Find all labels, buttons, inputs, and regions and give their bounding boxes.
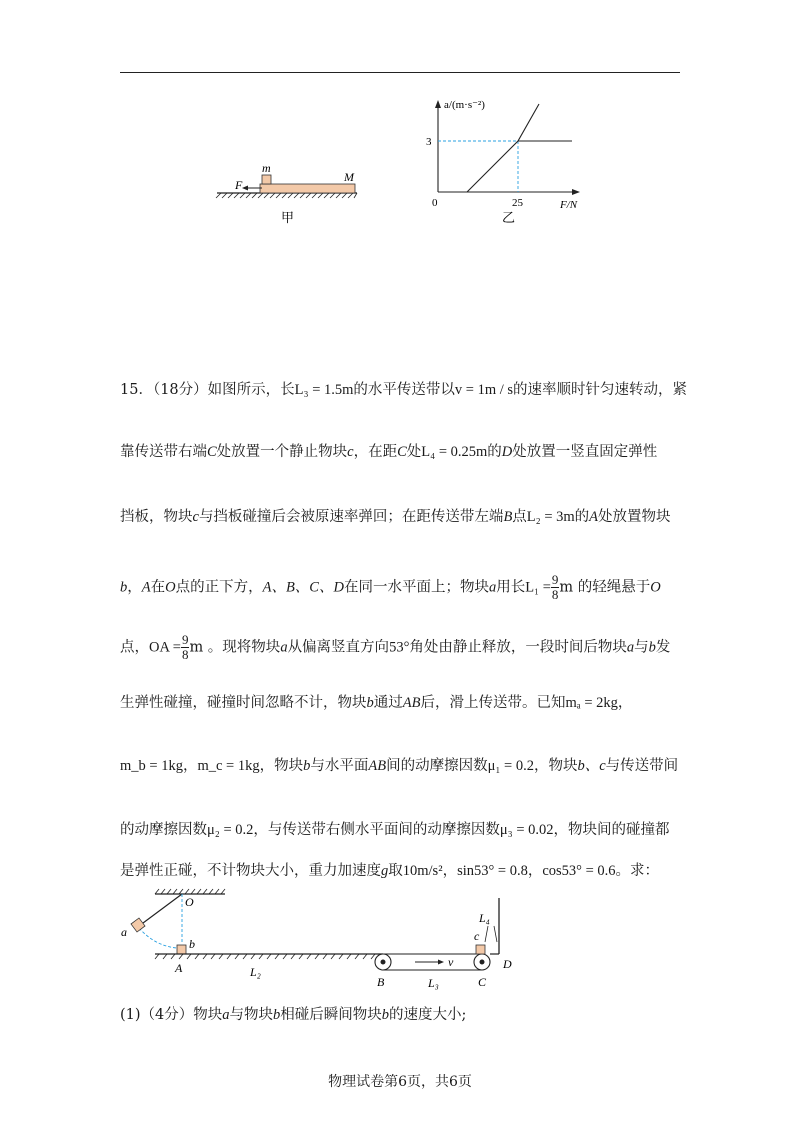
text: 的动摩擦因数 bbox=[120, 822, 207, 838]
math-a: a bbox=[280, 639, 288, 656]
text: 从偏离竖直方向 bbox=[287, 639, 390, 656]
text: 点 bbox=[512, 509, 527, 525]
math-B: B bbox=[503, 509, 513, 525]
math-v: v = 1m / s bbox=[454, 382, 514, 398]
math-angle: 53° bbox=[389, 639, 410, 656]
math-O: O bbox=[165, 579, 176, 596]
frac-num: 9 bbox=[181, 632, 189, 647]
q15-line-1 bbox=[120, 380, 687, 400]
math-C: C bbox=[207, 444, 217, 460]
math-a: a bbox=[488, 579, 497, 596]
math-c: c bbox=[347, 444, 354, 460]
header-rule bbox=[120, 72, 680, 73]
math-sin53: sin53° = 0.8 bbox=[457, 863, 528, 879]
text: (1)（4分）物块 bbox=[120, 1007, 223, 1023]
math-AB: AB bbox=[402, 695, 421, 711]
text: 挡板，物块 bbox=[120, 509, 193, 525]
math-A: A bbox=[589, 509, 599, 525]
text: ，在距 bbox=[353, 444, 398, 460]
q15-line-7 bbox=[120, 756, 678, 776]
text: 处 bbox=[406, 444, 422, 460]
label-c: c bbox=[474, 929, 480, 943]
label-L4: L₄ bbox=[479, 911, 490, 925]
math-g-value: 10m/s² bbox=[402, 863, 443, 879]
text: 与水平面 bbox=[310, 758, 369, 774]
math-b: b bbox=[120, 579, 128, 596]
frac-den: 8 bbox=[181, 647, 189, 662]
text: 的 bbox=[574, 509, 590, 525]
text: 。求： bbox=[615, 863, 660, 879]
text: 与挡板碰撞后会被原速率弹回；在距传送带左端 bbox=[198, 509, 504, 525]
frac-num: 9 bbox=[551, 572, 559, 587]
math-L4: L₄ = 0.25m bbox=[421, 444, 488, 460]
text: ，物块间的碰撞都 bbox=[553, 822, 670, 838]
rope bbox=[139, 894, 182, 926]
text: 生弹性碰撞，碰撞时间忽略不计，物块 bbox=[120, 695, 367, 711]
text: ， bbox=[527, 863, 543, 879]
math-A: A bbox=[141, 579, 151, 596]
text: ， bbox=[182, 758, 198, 774]
math-b: b bbox=[381, 1007, 390, 1023]
q15-line-4 bbox=[120, 573, 661, 602]
y-tick-3: 3 bbox=[426, 136, 432, 148]
text: ，物块 bbox=[533, 758, 578, 774]
x-tick-25: 25 bbox=[512, 197, 523, 209]
text: 的水平传送带以 bbox=[353, 382, 455, 398]
math-OA: OA = bbox=[149, 639, 181, 656]
figure-conveyor bbox=[115, 886, 525, 996]
label-M: M bbox=[344, 170, 354, 184]
text: 与传送带间 bbox=[605, 758, 679, 774]
block-b bbox=[177, 945, 186, 954]
text: 用长 bbox=[496, 579, 526, 596]
label-b: b bbox=[189, 937, 195, 951]
text: ，与传送带右侧水平面间的动摩擦因数 bbox=[253, 822, 500, 838]
math-L1: L₁ = bbox=[525, 579, 551, 596]
block-m bbox=[262, 175, 271, 184]
math-c: c bbox=[192, 509, 199, 525]
text: ， bbox=[442, 863, 458, 879]
y-axis-label: a/(m·s⁻²) bbox=[444, 99, 485, 111]
text: 通过 bbox=[373, 695, 403, 711]
figure-jia bbox=[215, 160, 365, 235]
label-L3: L₃ bbox=[428, 976, 439, 990]
text: 的速率顺时针匀速转动，紧 bbox=[513, 382, 688, 398]
text: 发 bbox=[655, 639, 671, 656]
math-mc: m_c = 1kg bbox=[197, 758, 260, 774]
label-D: D bbox=[503, 957, 512, 971]
math-O: O bbox=[650, 579, 661, 596]
text: ，物块 bbox=[259, 758, 304, 774]
q15-line-9 bbox=[120, 861, 659, 881]
text: 取 bbox=[388, 863, 403, 879]
text: 间的动摩擦因数 bbox=[386, 758, 488, 774]
math-L3: L₃ = 1.5m bbox=[294, 382, 354, 398]
q15-line-5 bbox=[120, 633, 670, 662]
label-A: A bbox=[175, 961, 183, 975]
math-b: b bbox=[303, 758, 311, 774]
text: 角处由静止释放，一段时间后物块 bbox=[409, 639, 627, 656]
text: 在同一水平面上；物块 bbox=[343, 579, 489, 596]
text: 靠传送带右端 bbox=[120, 444, 207, 460]
label-m: m bbox=[262, 161, 271, 175]
math-a: a bbox=[222, 1007, 230, 1023]
q15-number: 15．（18分）如图所示，长 bbox=[120, 382, 295, 398]
caption-jia: 甲 bbox=[281, 211, 295, 226]
text: 的 bbox=[487, 444, 502, 460]
sub-question-1 bbox=[120, 1005, 466, 1025]
math-mu1: μ₁ = 0.2 bbox=[487, 758, 534, 774]
math-b: b bbox=[366, 695, 374, 711]
text: m 。现将物块 bbox=[189, 639, 281, 656]
math-L2: L₂ = 3m bbox=[526, 509, 575, 525]
text: 处放置一个静止物块 bbox=[216, 444, 348, 460]
text: 处放置一竖直固定弹性 bbox=[512, 444, 658, 460]
text: 的速度大小; bbox=[389, 1007, 467, 1023]
math-mu2: μ₂ = 0.2 bbox=[207, 822, 254, 838]
text: 是弹性正碰，不计物块大小，重力加速度 bbox=[120, 863, 381, 879]
math-cos53: cos53° = 0.6 bbox=[542, 863, 616, 879]
text: 相碰后瞬间物块 bbox=[280, 1007, 382, 1023]
math-g: g bbox=[381, 863, 389, 879]
text: 处放置物块 bbox=[598, 509, 671, 525]
figure-yi bbox=[420, 92, 620, 224]
block-c bbox=[476, 945, 485, 954]
q15-line-2 bbox=[120, 442, 657, 462]
text: 点的正下方， bbox=[175, 579, 263, 596]
math-b: b bbox=[648, 639, 656, 656]
text: 后，滑上传送带。已知 bbox=[420, 695, 566, 711]
q15-line-3 bbox=[120, 507, 671, 527]
math-b: b bbox=[273, 1007, 281, 1023]
math-AB: AB bbox=[368, 758, 387, 774]
math-bc: b、c bbox=[577, 758, 606, 774]
math-mu3: μ₃ = 0.02 bbox=[499, 822, 554, 838]
math-C: C bbox=[397, 444, 407, 460]
text: 与物块 bbox=[229, 1007, 274, 1023]
text: 点， bbox=[120, 639, 149, 656]
math-ma: mₐ = 2kg bbox=[565, 695, 618, 711]
frac-den: 8 bbox=[551, 587, 559, 602]
math-ABCD: A、B、C、D bbox=[262, 579, 344, 596]
label-a: a bbox=[121, 925, 127, 939]
text: m 的轻绳悬于 bbox=[559, 579, 651, 596]
caption-yi: 乙 bbox=[502, 211, 516, 224]
label-B: B bbox=[377, 975, 385, 989]
label-v: v bbox=[448, 955, 454, 969]
math-mb: m_b = 1kg bbox=[120, 758, 183, 774]
text: 与 bbox=[634, 639, 649, 656]
board-M bbox=[260, 184, 355, 193]
text: 在 bbox=[150, 579, 166, 596]
label-L2: L₂ bbox=[250, 965, 261, 979]
math-a: a bbox=[626, 639, 635, 656]
label-O: O bbox=[185, 895, 194, 909]
origin-label: 0 bbox=[432, 197, 438, 209]
text: ， bbox=[127, 579, 142, 596]
q15-line-8 bbox=[120, 820, 670, 840]
label-C: C bbox=[478, 975, 487, 989]
text: ， bbox=[617, 695, 633, 711]
page-footer: 物理试卷第6页，共6页 bbox=[328, 1074, 472, 1090]
q15-line-6 bbox=[120, 693, 632, 713]
label-F: F bbox=[235, 178, 243, 192]
block-a bbox=[131, 918, 145, 932]
x-axis-label: F/N bbox=[560, 199, 578, 211]
line-m bbox=[467, 104, 539, 192]
math-D: D bbox=[501, 444, 513, 460]
